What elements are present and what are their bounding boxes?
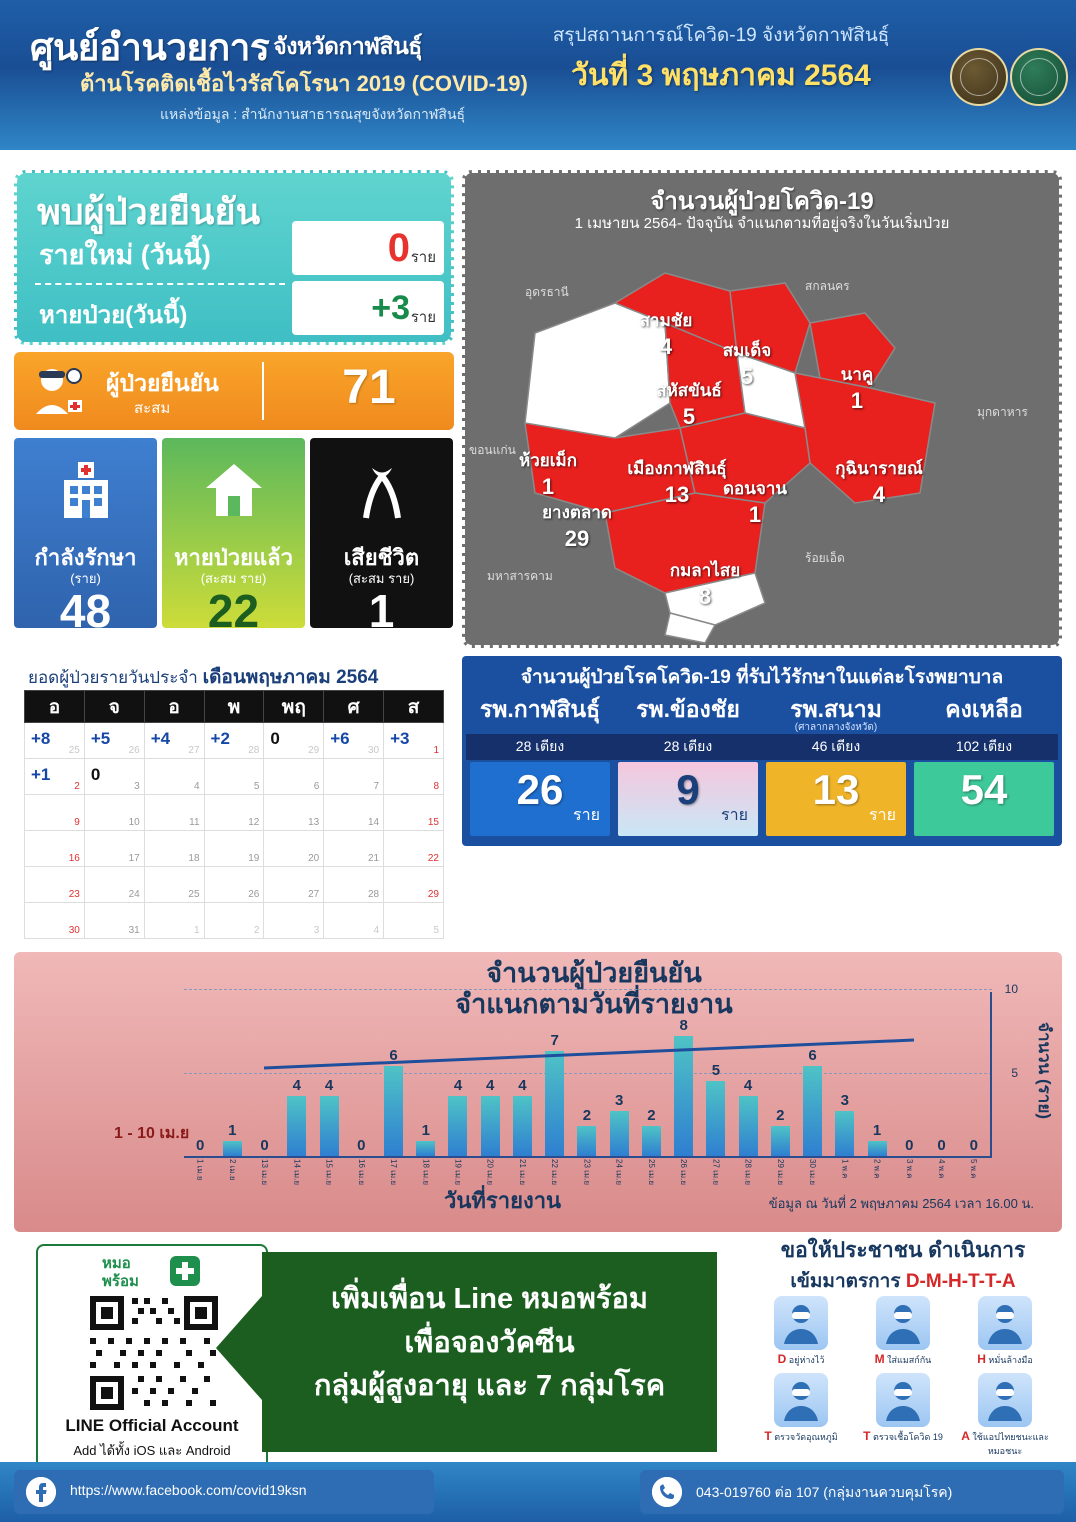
dmhtta-caption: A ใช้แอปไทยชนะและหมอชนะ bbox=[961, 1429, 1049, 1456]
calendar-day-cell[interactable] bbox=[384, 759, 444, 795]
district-nakhu: นาคู 1 bbox=[840, 365, 874, 413]
district-kamalasai: กมลาไสย 8 bbox=[669, 561, 741, 609]
calendar-day-value: +2 bbox=[210, 729, 230, 748]
page-footer bbox=[0, 1462, 1076, 1522]
district-sahatsakhan: สหัสขันธ์ 5 bbox=[656, 381, 722, 429]
chart-bar bbox=[223, 1141, 242, 1156]
calendar-day-cell[interactable] bbox=[324, 795, 384, 831]
chart-x-tick-label: 4 พ.ค bbox=[937, 1159, 946, 1179]
calendar-header-row bbox=[25, 691, 444, 723]
dmhtta-subtitle: เข้มมาตรการ D-M-H-T-T-A bbox=[790, 1271, 1016, 1292]
chart-bar bbox=[416, 1141, 435, 1156]
chart-x-tick-label: 25 เม.ย bbox=[646, 1159, 656, 1186]
dmhtta-section bbox=[740, 1234, 1066, 1466]
dmhtta-title: ขอให้ประชาชน ดำเนินการ bbox=[780, 1239, 1026, 1262]
chart-x-tick-label: 27 เม.ย bbox=[711, 1159, 721, 1186]
calendar-day-number: 9 bbox=[74, 817, 80, 828]
facebook-icon bbox=[26, 1477, 56, 1507]
dmhtta-grid bbox=[750, 1296, 1056, 1464]
district-somdet: สมเด็จ 5 bbox=[722, 341, 772, 389]
chart-x-tick-label: 19 เม.ย bbox=[453, 1159, 463, 1186]
district-mueang-kalasin: เมืองกาฬสินธุ์ 13 bbox=[627, 459, 727, 507]
vaccine-banner-text: เพิ่มเพื่อน Line หมอพร้อม เพื่อจองวัคซีน กลุ่มผู้สูงอายุ และ 7 กลุ่มโรค bbox=[313, 1283, 666, 1402]
hospital-panel-title: จำนวนผู้ป่วยโรคโควิด-19 ที่รับไว้รักษาในแต่ละโรงพยาบาล bbox=[520, 667, 1004, 688]
chart-x-tick-label: 2 เม.ย bbox=[227, 1159, 237, 1181]
calendar-day-cell[interactable] bbox=[25, 831, 85, 867]
calendar-day-number: 3 bbox=[313, 925, 320, 936]
phone-info[interactable] bbox=[640, 1470, 1064, 1514]
chart-bar-value: 4 bbox=[743, 1077, 753, 1094]
chart-bar-value: 1 bbox=[872, 1122, 882, 1139]
calendar-day-cell[interactable] bbox=[204, 903, 264, 939]
chart-title: จำนวนผู้ป่วยยืนยัน จำแนกตามวันที่รายงาน bbox=[455, 958, 733, 1020]
calendar-day-cell[interactable] bbox=[25, 867, 85, 903]
calendar-day-cell[interactable] bbox=[144, 795, 204, 831]
chart-bar bbox=[481, 1096, 500, 1156]
handwash-icon bbox=[978, 1296, 1032, 1350]
chart-bar-value: 0 bbox=[905, 1137, 914, 1154]
calendar-day-value: +4 bbox=[150, 729, 171, 748]
calendar-day-number: 7 bbox=[373, 781, 380, 792]
chart-bar-value: 6 bbox=[389, 1047, 398, 1064]
chart-bar-value: 5 bbox=[711, 1062, 721, 1079]
chart-bar bbox=[706, 1081, 725, 1156]
phone-number: 043-019760 ต่อ 107 (กลุ่มงานควบคุมโรค) bbox=[696, 1484, 953, 1500]
chart-y-axis bbox=[990, 992, 992, 1158]
stat-sub: (สะสม ราย) bbox=[200, 571, 267, 586]
chart-bar-value: 2 bbox=[647, 1107, 656, 1124]
calendar-day-cell[interactable] bbox=[144, 903, 204, 939]
weekday-header: อ bbox=[25, 691, 85, 723]
cumulative-value: 71 bbox=[342, 361, 396, 414]
new-cases-value: 0 bbox=[387, 226, 410, 270]
chart-x-tick-label: 23 เม.ย bbox=[582, 1159, 592, 1186]
calendar-day-cell[interactable] bbox=[204, 867, 264, 903]
chart-x-tick-label: 30 เม.ย bbox=[808, 1159, 818, 1186]
calendar-day-cell[interactable] bbox=[384, 903, 444, 939]
chart-bar bbox=[513, 1096, 532, 1156]
calendar-day-cell[interactable] bbox=[324, 759, 384, 795]
chart-bar bbox=[835, 1111, 854, 1156]
calendar-day-number: 12 bbox=[248, 817, 260, 828]
calendar-day-cell[interactable] bbox=[384, 795, 444, 831]
chart-x-tick-label: 15 เม.ย bbox=[324, 1159, 334, 1186]
chart-y-axis-label: จำนวน (ราย) bbox=[1035, 1022, 1054, 1119]
calendar-day-cell[interactable] bbox=[204, 723, 264, 759]
new-cases-box bbox=[292, 221, 444, 275]
stat-label: เสียชีวิต bbox=[343, 545, 420, 570]
neighbor-province-label: ร้อยเอ็ด bbox=[805, 551, 845, 565]
app-icon bbox=[978, 1373, 1032, 1427]
chart-range-note: 1 - 10 เม.ย bbox=[114, 1125, 190, 1142]
chart-y-tick: 10 bbox=[1004, 982, 1018, 996]
panel-divider bbox=[35, 283, 285, 285]
calendar-week-row bbox=[25, 903, 444, 939]
calendar-day-number: 2 bbox=[253, 925, 260, 936]
chart-y-tick: 5 bbox=[1011, 1066, 1018, 1080]
stat-card-treating bbox=[14, 438, 157, 637]
district-kuchinarai: กุฉินารายณ์ 4 bbox=[835, 459, 923, 507]
calendar-day-number: 25 bbox=[68, 745, 80, 756]
chart-bar-slot bbox=[216, 986, 248, 1181]
calendar-day-cell[interactable] bbox=[84, 795, 144, 831]
chart-bar-value: 3 bbox=[614, 1092, 624, 1109]
chart-bar-value: 1 bbox=[421, 1122, 430, 1139]
dmhtta-caption: M ใส่แมสก์กัน bbox=[874, 1352, 932, 1366]
calendar-day-number: 23 bbox=[68, 889, 80, 900]
calendar-day-number: 25 bbox=[188, 889, 200, 900]
calendar-day-number: 26 bbox=[248, 889, 260, 900]
calendar-day-cell[interactable] bbox=[144, 759, 204, 795]
chart-bar-value: 4 bbox=[292, 1077, 301, 1094]
chart-bar-value: 4 bbox=[324, 1077, 334, 1094]
district-samchai: สามชัย 4 bbox=[639, 311, 693, 359]
chart-x-tick-label: 17 เม.ย bbox=[389, 1159, 399, 1186]
chart-bar bbox=[610, 1111, 629, 1156]
stat-value: 48 bbox=[59, 585, 112, 637]
page-header bbox=[0, 0, 1076, 150]
chart-bar-value: 8 bbox=[679, 1017, 688, 1034]
qr-code-image bbox=[84, 1292, 224, 1414]
dmhtta-caption: T ตรวจเชื้อโควิด 19 bbox=[863, 1429, 943, 1443]
dmhtta-caption: D อยู่ห่างไว้ bbox=[777, 1352, 825, 1366]
hospital-col-kalasin: รพ.กาฬสินธุ์ 28 เตียง 26 ราย bbox=[466, 692, 614, 840]
calendar-day-cell[interactable] bbox=[384, 831, 444, 867]
calendar-day-number: 21 bbox=[367, 853, 380, 864]
calendar-day-cell[interactable] bbox=[384, 723, 444, 759]
district-yangtalat: ยางตลาด 29 bbox=[542, 503, 612, 551]
hospital-col-remaining: คงเหลือ 102 เตียง 54 bbox=[910, 692, 1058, 840]
calendar-day-cell[interactable] bbox=[25, 903, 85, 939]
chart-bar-value: 0 bbox=[195, 1137, 205, 1154]
chart-x-tick-label: 2 พ.ค bbox=[872, 1159, 882, 1179]
calendar-day-cell[interactable] bbox=[324, 831, 384, 867]
calendar-day-number: 30 bbox=[367, 745, 380, 756]
chart-bar bbox=[320, 1096, 339, 1156]
chart-bar-value: 4 bbox=[453, 1077, 463, 1094]
qr-subtitle: Add ได้ทั้ง iOS และ Android bbox=[73, 1443, 231, 1458]
chart-bar-slot bbox=[958, 986, 990, 1179]
chart-bar bbox=[803, 1066, 822, 1156]
calendar-day-cell[interactable] bbox=[25, 795, 85, 831]
dmhtta-item bbox=[954, 1373, 1056, 1458]
calendar-day-number: 5 bbox=[433, 925, 439, 936]
calendar-day-number: 27 bbox=[308, 889, 320, 900]
calendar-week-row bbox=[25, 867, 444, 903]
calendar-day-cell[interactable] bbox=[264, 723, 324, 759]
hospital-beds-panel bbox=[462, 656, 1062, 846]
calendar-day-number: 29 bbox=[308, 745, 320, 756]
calendar-day-value: 0 bbox=[90, 765, 101, 784]
chart-x-tick-label: 1 พ.ค bbox=[840, 1159, 850, 1179]
neighbor-province-label: ขอนแก่น bbox=[469, 443, 516, 457]
calendar-day-value: +6 bbox=[330, 729, 350, 748]
chart-bar-value: 7 bbox=[550, 1032, 559, 1049]
mask-icon bbox=[876, 1296, 930, 1350]
calendar-day-cell[interactable] bbox=[384, 867, 444, 903]
vaccine-banner bbox=[262, 1252, 717, 1452]
chart-x-tick-label: 1 เม.ย bbox=[195, 1159, 205, 1181]
map-title: จำนวนผู้ป่วยโควิด-19 bbox=[650, 188, 874, 215]
chart-bar bbox=[287, 1096, 306, 1156]
chart-bar bbox=[739, 1096, 758, 1156]
calendar-week-row bbox=[25, 723, 444, 759]
neighbor-province-label: สกลนคร bbox=[805, 279, 850, 293]
weekday-header: ศ bbox=[324, 691, 384, 723]
cumulative-label: ผู้ป่วยยืนยัน bbox=[106, 370, 219, 396]
calendar-day-number: 28 bbox=[248, 745, 260, 756]
calendar-day-cell[interactable] bbox=[264, 903, 324, 939]
calendar-day-number: 19 bbox=[248, 853, 260, 864]
chart-bar-value: 0 bbox=[260, 1137, 269, 1154]
stat-label: หายป่วยแล้ว bbox=[174, 545, 293, 570]
header-right-title: สรุปสถานการณ์โควิด-19 จังหวัดกาฬสินธุ์ bbox=[552, 25, 890, 46]
calendar-day-number: 3 bbox=[134, 781, 140, 792]
calendar-day-cell[interactable] bbox=[264, 759, 324, 795]
header-right-date: วันที่ 3 พฤษภาคม 2564 bbox=[571, 59, 871, 92]
calendar-day-cell[interactable] bbox=[204, 831, 264, 867]
arrow-left-icon bbox=[216, 1296, 262, 1400]
patient-icon bbox=[30, 364, 86, 416]
calendar-day-cell[interactable] bbox=[25, 759, 85, 795]
calendar-day-cell[interactable] bbox=[84, 903, 144, 939]
chart-x-axis bbox=[184, 1156, 992, 1158]
hospital-icon bbox=[14, 454, 157, 531]
calendar-day-number: 31 bbox=[128, 925, 140, 936]
weekday-header: อ bbox=[144, 691, 204, 723]
chart-bar-value: 4 bbox=[518, 1077, 527, 1094]
calendar-day-cell[interactable] bbox=[84, 723, 144, 759]
map-subtitle: 1 เมษายน 2564- ปัจจุบัน จำแนกตามที่อยู่จริงในวันเริ่มป่วย bbox=[574, 215, 950, 232]
ministry-of-health-seal-icon bbox=[1010, 48, 1068, 106]
calendar-day-number: 29 bbox=[427, 889, 439, 900]
calendar-day-value: +5 bbox=[90, 729, 111, 748]
svg-text:หมอ: หมอ bbox=[102, 1255, 131, 1272]
calendar-day-cell[interactable] bbox=[84, 759, 144, 795]
calendar-day-number: 2 bbox=[74, 781, 80, 792]
stat-card-recovered bbox=[162, 438, 305, 637]
provincial-seal-icon bbox=[950, 48, 1008, 106]
dmhtta-item bbox=[750, 1296, 852, 1367]
chart-as-of-note: ข้อมูล ณ วันที่ 2 พฤษภาคม 2564 เวลา 16.00 น. bbox=[768, 1196, 1034, 1211]
weekday-header: จ bbox=[84, 691, 144, 723]
calendar-day-number: 13 bbox=[308, 817, 320, 828]
calendar-day-number: 1 bbox=[433, 745, 439, 756]
calendar-day-cell[interactable] bbox=[144, 831, 204, 867]
header-province: จังหวัดกาฬสินธุ์ bbox=[273, 33, 422, 59]
district-map-panel bbox=[462, 170, 1062, 648]
new-cases-unit: ราย bbox=[410, 249, 436, 266]
chart-bar-value: 0 bbox=[937, 1137, 946, 1154]
weekday-header: พฤ bbox=[264, 691, 324, 723]
thermometer-icon bbox=[774, 1373, 828, 1427]
phone-icon bbox=[652, 1477, 682, 1507]
stat-card-deaths bbox=[310, 438, 453, 637]
facebook-link[interactable] bbox=[14, 1470, 434, 1514]
calendar-day-cell[interactable] bbox=[324, 903, 384, 939]
dmhtta-item bbox=[750, 1373, 852, 1458]
cumulative-cases-panel bbox=[14, 352, 454, 430]
dmhtta-item bbox=[852, 1373, 954, 1458]
chart-x-tick-label: 28 เม.ย bbox=[743, 1159, 753, 1186]
chart-x-tick-label: 20 เม.ย bbox=[485, 1159, 495, 1186]
calendar-day-number: 5 bbox=[253, 781, 260, 792]
calendar-day-value: 0 bbox=[270, 729, 280, 748]
calendar-day-cell[interactable] bbox=[264, 795, 324, 831]
chart-bar-slot bbox=[925, 986, 957, 1179]
chart-bar bbox=[642, 1126, 661, 1156]
svg-text:พร้อม: พร้อม bbox=[102, 1273, 139, 1290]
calendar-day-number: 15 bbox=[427, 817, 439, 828]
calendar-day-number: 27 bbox=[188, 745, 200, 756]
neighbor-province-label: มหาสารคาม bbox=[487, 569, 553, 583]
stat-label: กำลังรักษา bbox=[34, 545, 137, 570]
test-icon bbox=[876, 1373, 930, 1427]
distance-icon bbox=[774, 1296, 828, 1350]
calendar-day-number: 22 bbox=[427, 853, 439, 864]
confirmed-cases-panel bbox=[14, 170, 454, 345]
stat-value: 1 bbox=[368, 585, 395, 637]
chart-x-tick-label: 3 พ.ค bbox=[904, 1159, 914, 1179]
weekday-header: ส bbox=[384, 691, 444, 723]
chart-bar bbox=[448, 1096, 467, 1156]
ribbon-icon bbox=[310, 454, 453, 531]
stat-value: 22 bbox=[207, 585, 260, 637]
mor-prom-logo-icon bbox=[96, 1250, 216, 1292]
dmhtta-caption: T ตรวจวัดอุณหภูมิ bbox=[764, 1429, 838, 1443]
calendar-day-cell[interactable] bbox=[204, 759, 264, 795]
calendar-day-value: +3 bbox=[390, 729, 410, 748]
new-cases-label: รายใหม่ (วันนี้) bbox=[39, 240, 211, 270]
calendar-day-number: 24 bbox=[128, 889, 140, 900]
chart-x-axis-label: วันที่รายงาน bbox=[444, 1188, 562, 1213]
chart-bar bbox=[577, 1126, 596, 1156]
chart-bar-value: 4 bbox=[486, 1077, 495, 1094]
chart-x-tick-label: 29 เม.ย bbox=[775, 1159, 785, 1186]
chart-x-tick-label: 22 เม.ย bbox=[550, 1159, 560, 1186]
calendar-table bbox=[24, 690, 444, 939]
calendar-day-number: 10 bbox=[128, 817, 140, 828]
facebook-url: https://www.facebook.com/covid19ksn bbox=[70, 1482, 307, 1498]
calendar-title: ยอดผู้ป่วยรายวันประจำ เดือนพฤษภาคม 2564 bbox=[28, 667, 379, 688]
calendar-day-value: +8 bbox=[31, 729, 51, 748]
recovered-today-box bbox=[292, 281, 444, 335]
hospital-col-khongchai: รพ.ข้องชัย 28 เตียง 9 ราย bbox=[614, 692, 762, 840]
confirmed-title: พบผู้ป่วยยืนยัน bbox=[37, 191, 261, 232]
chart-bar-value: 2 bbox=[582, 1107, 592, 1124]
chart-bar-value: 0 bbox=[969, 1137, 978, 1154]
chart-trendline bbox=[264, 1038, 914, 1074]
chart-bar-value: 6 bbox=[808, 1047, 817, 1064]
hospital-col-field: รพ.สนาม (ศาลากลางจังหวัด) 46 เตียง 13 ราย bbox=[762, 692, 910, 840]
calendar-day-cell[interactable] bbox=[84, 867, 144, 903]
chart-bar bbox=[868, 1141, 887, 1156]
chart-bar-value: 2 bbox=[776, 1107, 785, 1124]
calendar-day-number: 14 bbox=[367, 817, 380, 828]
stat-sub: (ราย) bbox=[70, 571, 101, 586]
calendar-day-cell[interactable] bbox=[25, 723, 85, 759]
chart-x-tick-label: 14 เม.ย bbox=[292, 1159, 302, 1186]
daily-report-bar-chart bbox=[14, 952, 1062, 1232]
recovered-today-label: หายป่วย(วันนี้) bbox=[39, 302, 188, 329]
calendar-day-number: 28 bbox=[367, 889, 380, 900]
calendar-day-number: 16 bbox=[68, 853, 80, 864]
header-title-text: ศูนย์อำนวยการ bbox=[30, 27, 270, 68]
calendar-day-cell[interactable] bbox=[204, 795, 264, 831]
chart-x-tick-label: 26 เม.ย bbox=[679, 1159, 689, 1186]
daily-calendar bbox=[14, 656, 454, 956]
weekday-header: พ bbox=[204, 691, 264, 723]
dmhtta-caption: H หมั่นล้างมือ bbox=[977, 1352, 1033, 1366]
calendar-day-cell[interactable] bbox=[84, 831, 144, 867]
header-source: แหล่งข้อมูล : สำนักงานสาธารณสุขจังหวัดกาฬสินธุ์ bbox=[160, 106, 466, 122]
calendar-day-number: 1 bbox=[193, 925, 200, 936]
district-donchan: ดอนจาน 1 bbox=[723, 479, 787, 527]
stat-sub: (สะสม ราย) bbox=[348, 571, 415, 586]
calendar-day-cell[interactable] bbox=[144, 867, 204, 903]
recovered-today-value: +3 bbox=[371, 289, 410, 327]
calendar-day-number: 4 bbox=[373, 925, 380, 936]
calendar-day-cell[interactable] bbox=[264, 867, 324, 903]
calendar-day-cell[interactable] bbox=[144, 723, 204, 759]
calendar-day-cell[interactable] bbox=[324, 723, 384, 759]
chart-bar bbox=[384, 1066, 403, 1156]
calendar-day-number: 18 bbox=[188, 853, 200, 864]
dmhtta-item bbox=[852, 1296, 954, 1367]
home-icon bbox=[162, 454, 305, 531]
calendar-week-row bbox=[25, 831, 444, 867]
chart-x-tick-label: 13 เม.ย bbox=[260, 1159, 270, 1186]
chart-bar-value: 1 bbox=[228, 1122, 237, 1139]
chart-x-tick-label: 21 เม.ย bbox=[517, 1159, 527, 1186]
chart-bar-value: 0 bbox=[357, 1137, 366, 1154]
calendar-day-number: 8 bbox=[433, 781, 439, 792]
header-subtitle: ต้านโรคติดเชื้อไวรัสโคโรนา 2019 (COVID-19) bbox=[80, 71, 528, 96]
calendar-day-value: +1 bbox=[31, 765, 51, 784]
calendar-day-number: 30 bbox=[68, 925, 80, 936]
calendar-day-number: 20 bbox=[308, 853, 320, 864]
calendar-day-number: 4 bbox=[193, 781, 200, 792]
recovered-today-unit: ราย bbox=[410, 309, 436, 326]
chart-bar-value: 3 bbox=[840, 1092, 849, 1109]
calendar-day-number: 6 bbox=[313, 781, 320, 792]
chart-x-tick-label: 16 เม.ย bbox=[356, 1159, 366, 1186]
neighbor-province-label: อุดรธานี bbox=[525, 285, 569, 299]
cumulative-sublabel: สะสม bbox=[134, 400, 171, 417]
district-huaimek: ห้วยเม็ก 1 bbox=[518, 451, 578, 499]
chart-x-tick-label: 5 พ.ค bbox=[969, 1159, 979, 1179]
neighbor-province-label: มุกดาหาร bbox=[977, 405, 1028, 419]
chart-x-tick-label: 18 เม.ย bbox=[421, 1159, 431, 1186]
chart-bar bbox=[771, 1126, 790, 1156]
calendar-week-row bbox=[25, 795, 444, 831]
calendar-day-cell[interactable] bbox=[264, 831, 324, 867]
calendar-day-number: 26 bbox=[128, 745, 140, 756]
calendar-week-row bbox=[25, 759, 444, 795]
qr-title: LINE Official Account bbox=[65, 1416, 239, 1435]
calendar-day-cell[interactable] bbox=[324, 867, 384, 903]
calendar-day-number: 17 bbox=[128, 853, 140, 864]
chart-x-tick-label: 24 เม.ย bbox=[614, 1159, 624, 1186]
dmhtta-item bbox=[954, 1296, 1056, 1367]
calendar-day-number: 11 bbox=[189, 817, 200, 828]
